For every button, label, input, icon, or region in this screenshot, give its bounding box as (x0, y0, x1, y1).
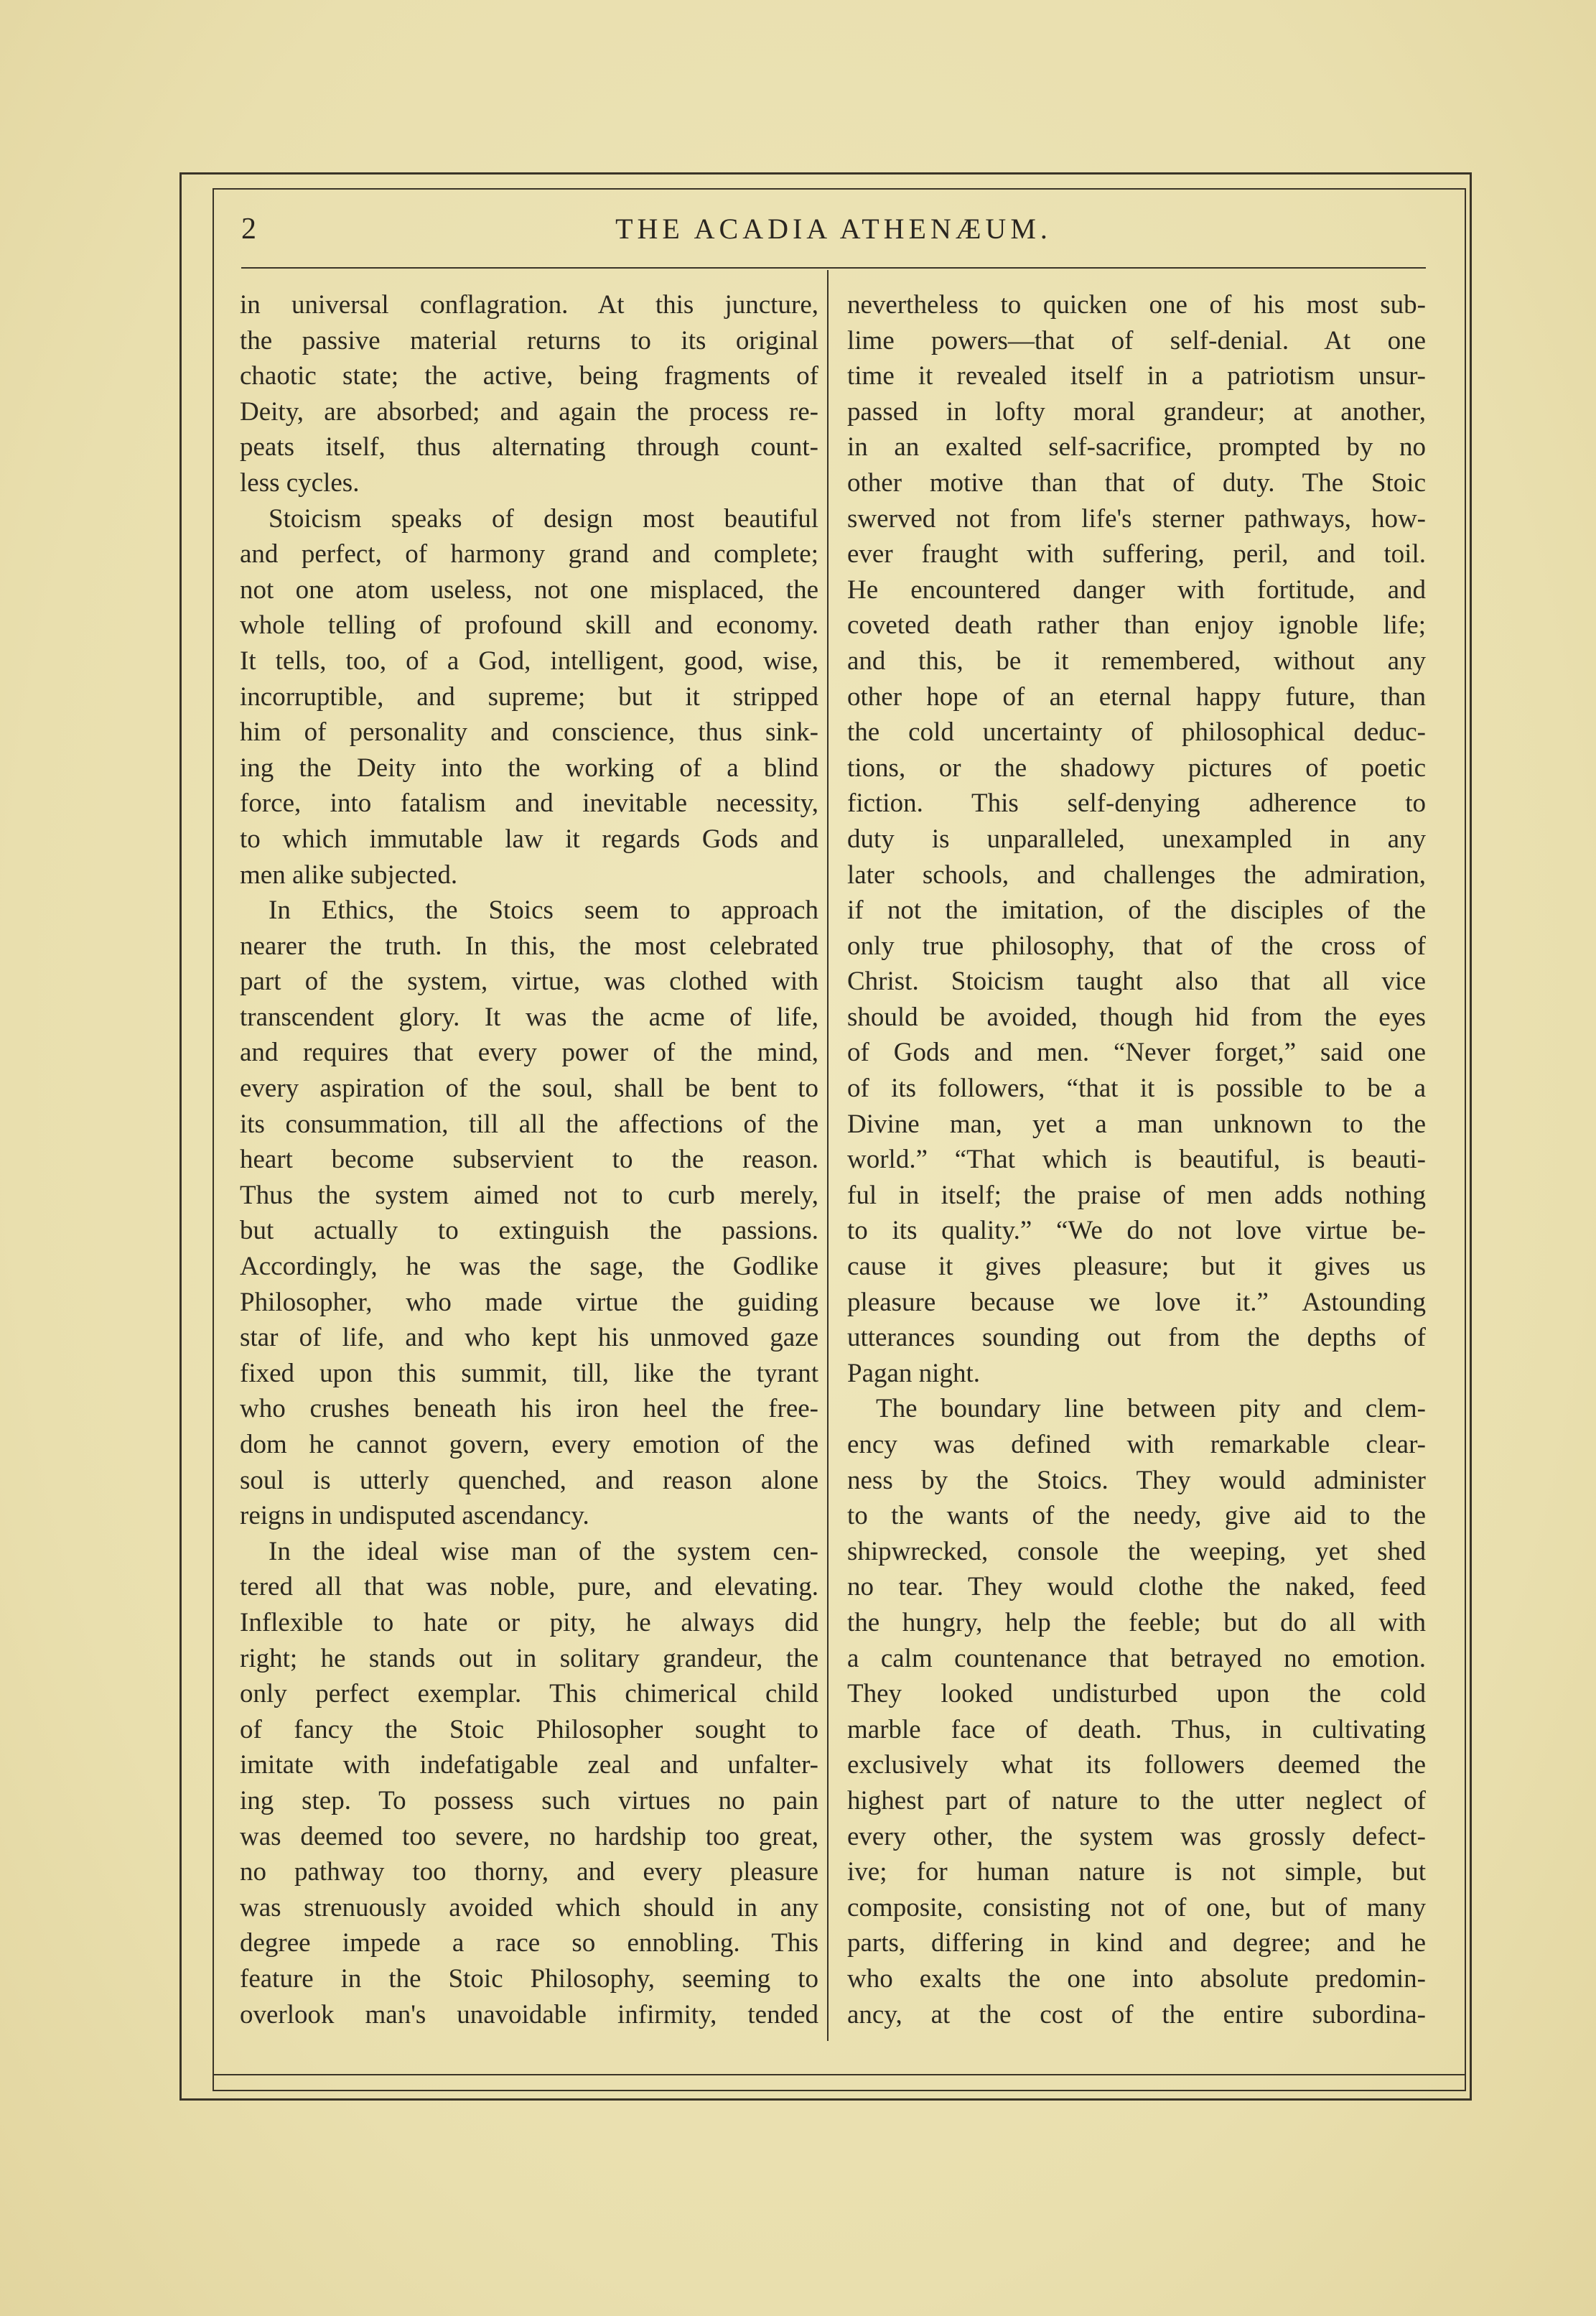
text-line: marble face of death. Thus, in cultivating (847, 1714, 1426, 1744)
text-line: and requires that every power of the mind, (240, 1038, 818, 1068)
text-line: feature in the Stoic Philosophy, seeming to (240, 1963, 818, 1994)
text-line: nearer the truth. In this, the most celebrated (240, 931, 818, 961)
text-line: soul is utterly quenched, and reason alone (240, 1465, 818, 1495)
text-line: He encountered danger with fortitude, and (847, 575, 1426, 605)
text-line: force, into fatalism and inevitable necessity, (240, 789, 818, 819)
text-line: passed in lofty moral grandeur; at another, (847, 396, 1426, 427)
text-line: no pathway too thorny, and every pleasure (240, 1857, 818, 1887)
text-line: swerved not from life's sterner pathways, how- (847, 503, 1426, 534)
text-line: but actually to extinguish the passions. (240, 1216, 818, 1246)
text-line: utterances sounding out from the depths of (847, 1323, 1426, 1353)
text-line: star of life, and who kept his unmoved gaze (240, 1323, 818, 1353)
text-line: transcendent glory. It was the acme of life, (240, 1002, 818, 1032)
text-line: the cold uncertainty of philosophical deduc- (847, 717, 1426, 748)
text-line: lime powers—that of self-denial. At one (847, 325, 1426, 355)
text-line: of its followers, “that it is possible to be a (847, 1074, 1426, 1104)
text-line: ancy, at the cost of the entire subordina- (847, 1999, 1426, 2029)
text-line: ing step. To possess such virtues no pain (240, 1785, 818, 1815)
footer-rule (213, 2074, 1466, 2075)
text-line: to its quality.” “We do not love virtue be- (847, 1216, 1426, 1246)
text-line: ive; for human nature is not simple, but (847, 1857, 1426, 1887)
text-line: ing the Deity into the working of a blind (240, 753, 818, 783)
text-line: pleasure because we love it.” Astounding (847, 1287, 1426, 1317)
text-line: degree impede a race so ennobling. This (240, 1928, 818, 1958)
text-line: only perfect exemplar. This chimerical child (240, 1679, 818, 1709)
text-line: overlook man's unavoidable infirmity, tended (240, 1999, 818, 2029)
text-line: tered all that was noble, pure, and elevating. (240, 1572, 818, 1602)
text-line: cause it gives pleasure; but it gives us (847, 1252, 1426, 1282)
text-line: Pagan night. (847, 1358, 980, 1388)
text-line: only true philosophy, that of the cross of (847, 931, 1426, 961)
text-line: duty is unparalleled, unexampled in any (847, 824, 1426, 854)
text-line: fiction. This self-denying adherence to (847, 789, 1426, 819)
text-line: a calm countenance that betrayed no emotion. (847, 1643, 1426, 1673)
text-line: other motive than that of duty. The Stoic (847, 468, 1426, 498)
text-line: world.” “That which is beautiful, is beauti- (847, 1145, 1426, 1175)
text-line: who crushes beneath his iron heel the free- (240, 1394, 818, 1424)
text-line: imitate with indefatigable zeal and unfalter- (240, 1750, 818, 1780)
text-line: other hope of an eternal happy future, than (847, 682, 1426, 712)
text-line: ever fraught with suffering, peril, and toil. (847, 539, 1426, 569)
text-line: in universal conflagration. At this juncture, (240, 290, 818, 320)
text-line: Thus the system aimed not to curb merely, (240, 1180, 818, 1210)
text-line: who exalts the one into absolute predomin- (847, 1963, 1426, 1994)
text-line: Accordingly, he was the sage, the Godlike (240, 1252, 818, 1282)
text-line: not one atom useless, not one misplaced, the (240, 575, 818, 605)
text-line: time it revealed itself in a patriotism unsur- (847, 361, 1426, 391)
text-line: ency was defined with remarkable clear- (847, 1430, 1426, 1459)
text-line: later schools, and challenges the admiration, (847, 860, 1426, 890)
text-line: ness by the Stoics. They would administer (847, 1465, 1426, 1495)
text-line: and this, be it remembered, without any (847, 646, 1426, 676)
header-rule (241, 267, 1426, 269)
text-line: highest part of nature to the utter neglect of (847, 1785, 1426, 1815)
text-line: was deemed too severe, no hardship too great, (240, 1821, 818, 1851)
text-line: whole telling of profound skill and economy. (240, 610, 818, 641)
column-divider (827, 270, 829, 2041)
text-line: Inflexible to hate or pity, he always did (240, 1607, 818, 1637)
text-line: if not the imitation, of the disciples of the (847, 896, 1426, 926)
text-line: Stoicism speaks of design most beautiful (269, 503, 818, 534)
text-line: composite, consisting not of one, but of many (847, 1892, 1426, 1922)
text-line: In the ideal wise man of the system cen- (269, 1536, 818, 1566)
text-line: In Ethics, the Stoics seem to approach (269, 896, 818, 926)
text-line: The boundary line between pity and clem- (876, 1394, 1426, 1424)
text-line: the hungry, help the feeble; but do all with (847, 1607, 1426, 1637)
text-line: exclusively what its followers deemed the (847, 1750, 1426, 1780)
text-line: was strenuously avoided which should in any (240, 1892, 818, 1922)
text-line: They looked undisturbed upon the cold (847, 1679, 1426, 1709)
journal-title: THE ACADIA ATHENÆUM. (615, 213, 1052, 245)
text-line: of Gods and men. “Never forget,” said one (847, 1038, 1426, 1068)
text-line: fixed upon this summit, till, like the tyrant (240, 1358, 818, 1388)
text-line: reigns in undisputed ascendancy. (240, 1501, 589, 1531)
text-line: every aspiration of the soul, shall be bent to (240, 1074, 818, 1104)
page-number: 2 (241, 213, 257, 246)
text-line: the passive material returns to its original (240, 325, 818, 355)
text-line: peats itself, thus alternating through count- (240, 432, 818, 462)
text-line: heart become subservient to the reason. (240, 1145, 818, 1175)
text-line: ful in itself; the praise of men adds nothing (847, 1180, 1426, 1210)
text-line: shipwrecked, console the weeping, yet shed (847, 1536, 1426, 1566)
text-line: no tear. They would clothe the naked, feed (847, 1572, 1426, 1602)
text-line: dom he cannot govern, every emotion of the (240, 1430, 818, 1459)
text-line: every other, the system was grossly defect- (847, 1821, 1426, 1851)
text-line: should be avoided, though hid from the eyes (847, 1002, 1426, 1032)
text-line: Divine man, yet a man unknown to the (847, 1109, 1426, 1139)
text-line: Christ. Stoicism taught also that all vice (847, 967, 1426, 997)
text-line: him of personality and conscience, thus sink- (240, 717, 818, 748)
text-line: its consummation, till all the affections of the (240, 1109, 818, 1139)
text-line: right; he stands out in solitary grandeur, the (240, 1643, 818, 1673)
text-line: in an exalted self-sacrifice, prompted by no (847, 432, 1426, 462)
text-line: It tells, too, of a God, intelligent, good, wise, (240, 646, 818, 676)
text-line: chaotic state; the active, being fragments of (240, 361, 818, 391)
text-line: part of the system, virtue, was clothed with (240, 967, 818, 997)
text-line: tions, or the shadowy pictures of poetic (847, 753, 1426, 783)
left-column (240, 287, 818, 2032)
text-line: Philosopher, who made virtue the guiding (240, 1287, 818, 1317)
page-header (241, 205, 1426, 262)
text-line: nevertheless to quicken one of his most sub- (847, 290, 1426, 320)
text-line: of fancy the Stoic Philosopher sought to (240, 1714, 818, 1744)
text-line: Deity, are absorbed; and again the process re- (240, 396, 818, 427)
text-line: to the wants of the needy, give aid to the (847, 1501, 1426, 1531)
text-line: coveted death rather than enjoy ignoble life; (847, 610, 1426, 641)
text-line: incorruptible, and supreme; but it stripped (240, 682, 818, 712)
text-line: parts, differing in kind and degree; and he (847, 1928, 1426, 1958)
text-line: men alike subjected. (240, 860, 458, 890)
text-line: to which immutable law it regards Gods and (240, 824, 818, 854)
right-column (847, 287, 1426, 2032)
text-line: and perfect, of harmony grand and complete; (240, 539, 818, 569)
text-line: less cycles. (240, 468, 360, 498)
